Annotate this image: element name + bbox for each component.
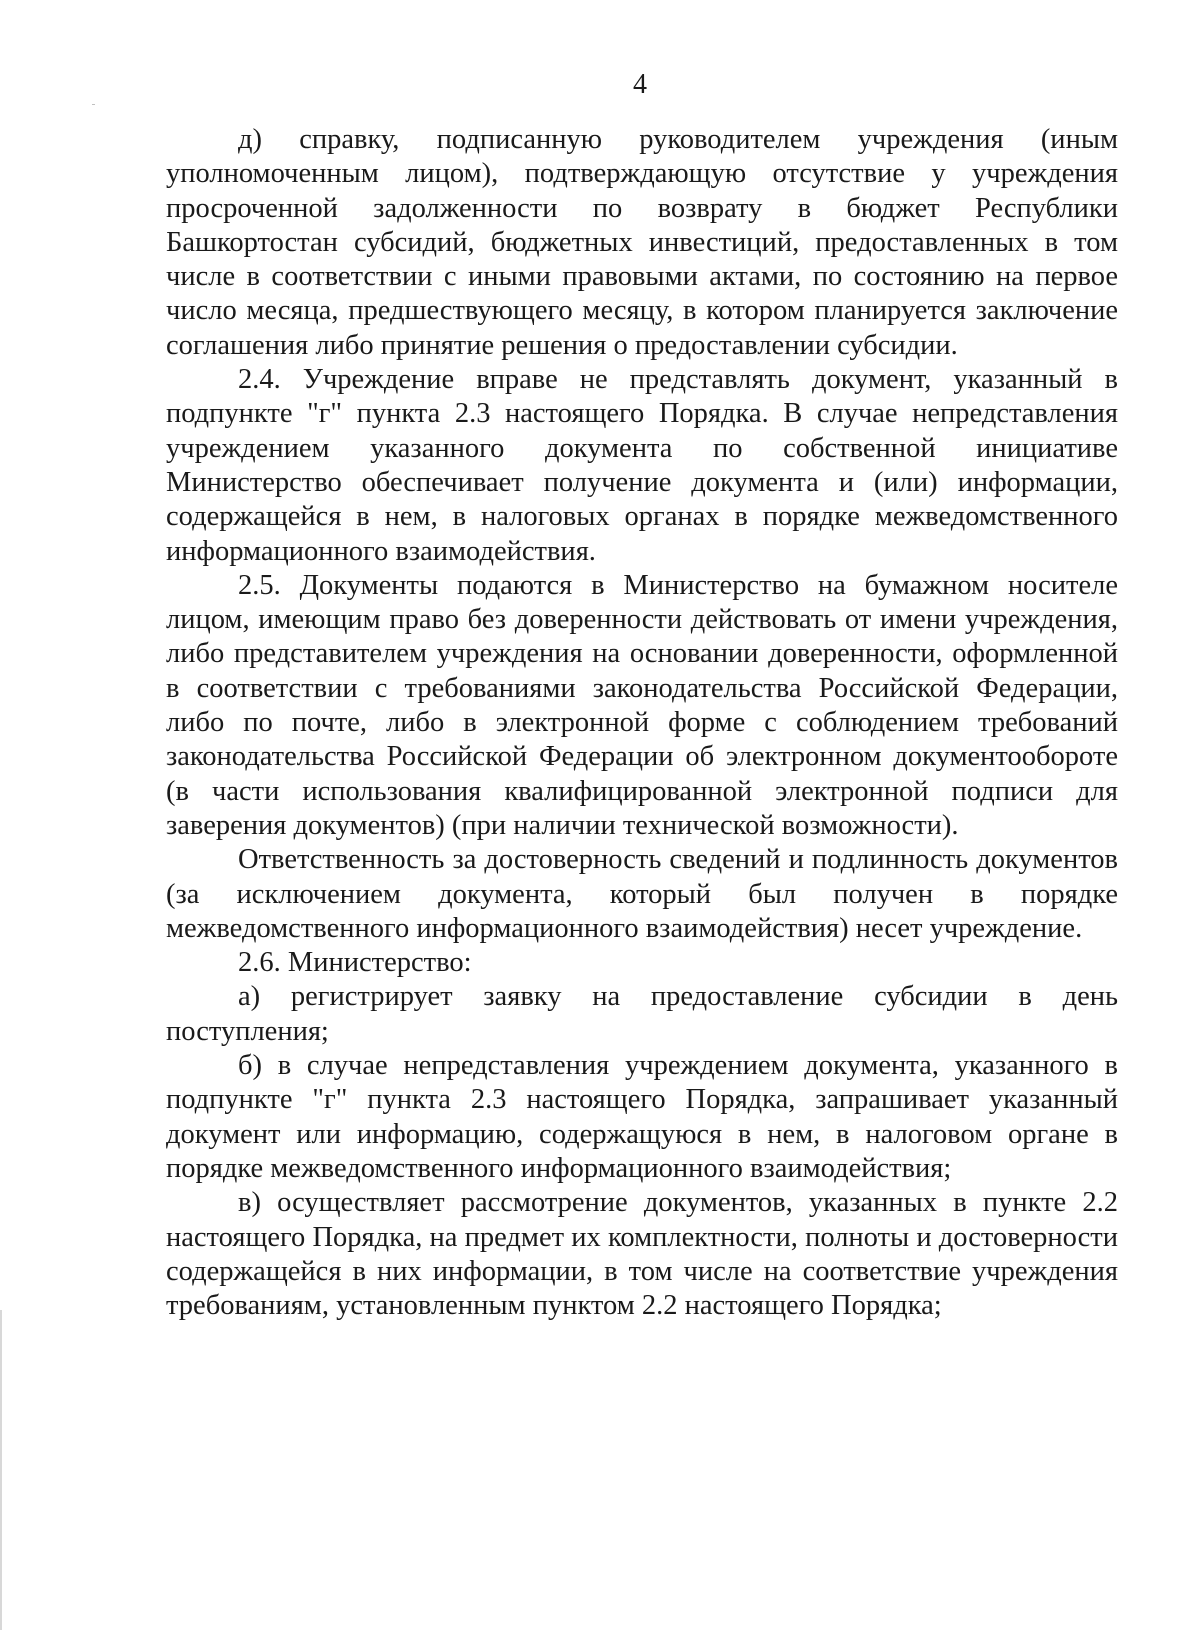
paragraph-2-5: 2.5. Документы подаются в Министерство на бумажном носителе лицом, имеющим право без доверенности действовать от имени учреждения, либо представителем учреждения на основании доверенности, оформленной в соответствии с требованиями законодательства Российской Федерации, либо по почте, либо в электронной форме с соблюдением требований законодательства Российской Федерации об электронном документообороте (в части использования квалифицированной электронной подписи для заверения документов) (при наличии технической возможности). xyxy=(166,569,1118,841)
scan-edge-shadow xyxy=(0,1310,2,1630)
paragraph-2-6-a: а) регистрирует заявку на предоставление субсидии в день поступления; xyxy=(166,981,1118,1047)
scan-speck xyxy=(92,104,95,105)
paragraph-d-certificate: д) справку, подписанную руководителем учреждения (иным уполномоченным лицом), подтверждающую отсутствие у учреждения просроченной задолженности по возврату в бюджет Республики Башкортостан субсидий, бюджетных инвестиций, предоставленных в том числе в соответствии с иными правовыми актами, по состоянию на первое число месяца, предшествующего месяцу, в котором планируется заключение соглашения либо принятие решения о предоставлении субсидии. xyxy=(166,124,1118,361)
document-body xyxy=(166,123,1118,1323)
paragraph-2-6-v: в) осуществляет рассмотрение документов, указанных в пункте 2.2 настоящего Порядка, на предмет их комплектности, полноты и достоверности содержащейся в них информации, в том числе на соответствие учреждения требованиям, установленным пунктом 2.2 настоящего Порядка; xyxy=(166,1187,1118,1322)
paragraph-2-4: 2.4. Учреждение вправе не представлять документ, указанный в подпункте "г" пункта 2.3 настоящего Порядка. В случае непредставления учреждением указанного документа по собственной инициативе Министерство обеспечивает получение документа и (или) информации, содержащейся в нем, в налоговых органах в порядке межведомственного информационного взаимодействия. xyxy=(166,364,1118,567)
page-number: 4 xyxy=(633,69,647,100)
paragraph-responsibility: Ответственность за достоверность сведений и подлинность документов (за исключением документа, который был получен в порядке межведомственного информационного взаимодействия) несет учреждение. xyxy=(166,844,1118,944)
paragraph-2-6-b: б) в случае непредставления учреждением документа, указанного в подпункте "г" пункта 2.3 настоящего Порядка, запрашивает указанный документ или информацию, содержащуюся в нем, в налоговом органе в порядке межведомственного информационного взаимодействия; xyxy=(166,1050,1118,1184)
paragraph-2-6-heading: 2.6. Министерство: xyxy=(238,947,472,979)
